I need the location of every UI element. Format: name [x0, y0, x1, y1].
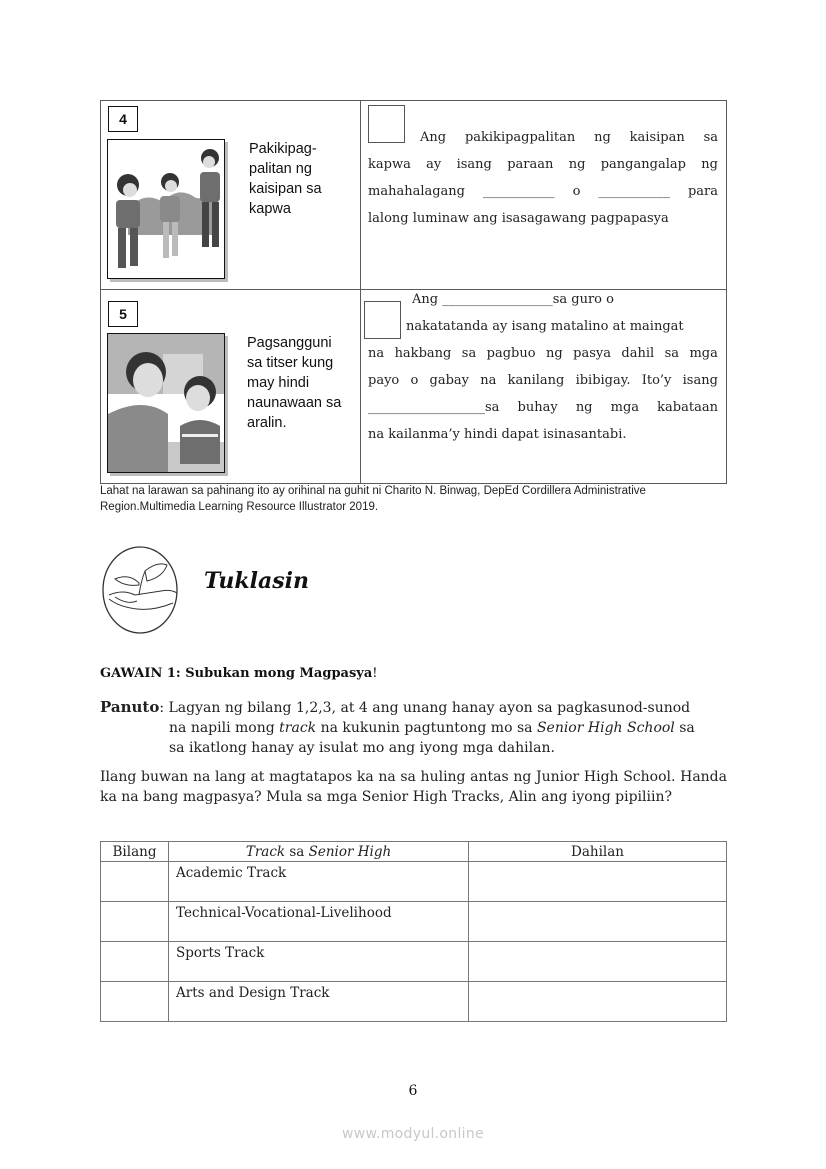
- statement-line: nakatatanda ay isang matalino at maingat: [406, 319, 684, 334]
- word: pangangalap: [600, 157, 686, 172]
- activity-table: [100, 100, 727, 484]
- dahilan-cell[interactable]: [469, 862, 727, 902]
- table-row: [101, 982, 727, 1022]
- fill-in-blank[interactable]: ___________: [598, 184, 670, 199]
- dahilan-cell[interactable]: [469, 982, 727, 1022]
- activity-image-cell: [101, 290, 361, 483]
- header-track: [169, 842, 469, 862]
- table-row: [101, 942, 727, 982]
- activity-row-4: [101, 101, 726, 290]
- statement-text: [368, 286, 718, 448]
- word: kaisipan: [629, 130, 685, 145]
- header-track-italic: Senior High: [308, 843, 392, 860]
- instructions-italic: Senior High School: [536, 720, 675, 736]
- word: kanilang: [507, 373, 565, 388]
- word: ng: [701, 157, 718, 172]
- statement-text: [368, 124, 718, 232]
- track-cell: Arts and Design Track: [169, 982, 469, 1022]
- instructions-text: na napili mong: [169, 720, 280, 736]
- header-dahilan: Dahilan: [469, 842, 727, 862]
- track-cell: Academic Track: [169, 862, 469, 902]
- hand-holding-seedling-icon: [101, 545, 179, 635]
- statement-line: [368, 367, 718, 394]
- activity-heading: [100, 666, 378, 681]
- word: sa: [461, 346, 477, 361]
- instructions-line: sa ikatlong hanay ay isulat mo ang iyong mga dahilan.: [169, 740, 555, 756]
- illustration-credit: [100, 483, 730, 515]
- credit-line: Lahat na larawan sa pahinang ito ay orihinal na guhit ni Charito N. Binwag, DepEd Cordillera Administrative: [100, 485, 646, 497]
- track-cell: Sports Track: [169, 942, 469, 982]
- bilang-cell[interactable]: [101, 942, 169, 982]
- word: Ang: [420, 130, 447, 145]
- caption-line: aralin.: [247, 415, 287, 431]
- caption-line: palitan ng: [249, 161, 312, 177]
- word: sa: [664, 346, 680, 361]
- word: buhay: [517, 400, 558, 415]
- word: para: [687, 184, 718, 199]
- track-cell: Technical-Vocational-Livelihood: [169, 902, 469, 942]
- fill-in-blank[interactable]: ___________: [483, 184, 555, 199]
- word: isang: [682, 373, 718, 388]
- fill-in-blank[interactable]: __________________sa: [368, 400, 500, 415]
- illustration-image: [108, 140, 224, 278]
- statement-line: [368, 394, 718, 421]
- word: pagbuo: [486, 346, 536, 361]
- image-caption: [247, 333, 355, 433]
- statement-line: [368, 178, 718, 205]
- watermark: www.modyul.online: [342, 1126, 484, 1142]
- word: isang: [456, 157, 492, 172]
- table-row: [101, 902, 727, 942]
- caption-line: naunawaan sa: [247, 395, 342, 411]
- instructions-text: : Lagyan ng bilang 1,2,3, at 4 ang unang hanay ayon sa pagkasunod-sunod: [159, 700, 691, 716]
- instructions-line: [100, 718, 727, 738]
- word: ng: [575, 400, 593, 415]
- word: o: [572, 184, 581, 199]
- intro-paragraph: Ilang buwan na lang at magtatapos ka na sa huling antas ng Junior High School. Handa ka na bang magpasya? Mula sa mga Senior High Tracks, Alin ang iyong pipiliin?: [100, 769, 727, 805]
- word: sa: [703, 130, 718, 145]
- caption-line: may hindi: [247, 375, 310, 391]
- dahilan-cell[interactable]: [469, 902, 727, 942]
- word: mga: [610, 400, 640, 415]
- activity-heading-label: GAWAIN 1: Subukan mong Magpasya: [100, 666, 373, 681]
- word: ng: [568, 157, 586, 172]
- statement-line: lalong luminaw ang isasagawang pagpapasya: [368, 211, 669, 226]
- activity-row-5: [101, 290, 726, 483]
- bilang-cell[interactable]: [101, 982, 169, 1022]
- word: paraan: [507, 157, 554, 172]
- word: dahil: [621, 346, 655, 361]
- word: kapwa: [368, 157, 411, 172]
- bilang-cell[interactable]: [101, 862, 169, 902]
- word: gabay: [429, 373, 470, 388]
- word: mga: [689, 346, 718, 361]
- item-number: 4: [108, 106, 138, 132]
- statement-line: na kailanma’y hindi dapat isinasantabi.: [368, 427, 627, 442]
- illustration-teacher-student: [107, 333, 225, 473]
- caption-line: kapwa: [249, 201, 291, 217]
- word: payo: [368, 373, 400, 388]
- header-track-text: sa: [285, 843, 309, 860]
- word: na: [480, 373, 497, 388]
- dahilan-cell[interactable]: [469, 942, 727, 982]
- image-caption: [249, 139, 357, 219]
- page-number: 6: [408, 1083, 418, 1099]
- table-row: [101, 862, 727, 902]
- caption-line: Pakikipag-: [249, 141, 317, 157]
- table-header-row: [101, 842, 727, 862]
- header-bilang: Bilang: [101, 842, 169, 862]
- activity-image-cell: [101, 101, 361, 289]
- header-track-italic: Track: [245, 843, 286, 860]
- word: na: [368, 346, 385, 361]
- instructions: [100, 697, 727, 758]
- word: pasya: [573, 346, 611, 361]
- activity-statement-cell: [361, 290, 726, 483]
- instructions-label: Panuto: [100, 698, 160, 716]
- activity-statement-cell: [361, 101, 726, 289]
- instructions-italic: track: [279, 720, 317, 736]
- word: mahahalagang: [368, 184, 465, 199]
- word: kabataan: [657, 400, 718, 415]
- word: hakbang: [394, 346, 452, 361]
- instructions-line: [100, 697, 727, 718]
- activity-heading-exclamation: !: [372, 666, 378, 681]
- section-title: Tuklasin: [204, 568, 309, 594]
- statement-line: [368, 340, 718, 367]
- item-number: 5: [108, 301, 138, 327]
- word: o: [410, 373, 419, 388]
- illustration-three-boys: [107, 139, 225, 279]
- statement-line: [368, 124, 718, 151]
- word: ng: [594, 130, 611, 145]
- word: pakikipagpalitan: [464, 130, 576, 145]
- word: ng: [546, 346, 563, 361]
- tracks-table: [100, 841, 727, 1022]
- word: ibibigay.: [575, 373, 631, 388]
- caption-line: sa titser kung: [247, 355, 334, 371]
- statement-line: Ang _________________sa guro o: [412, 292, 614, 307]
- caption-line: Pagsangguni: [247, 335, 332, 351]
- illustration-image: [108, 334, 224, 472]
- credit-line: Region.Multimedia Learning Resource Illustrator 2019.: [100, 501, 379, 513]
- statement-line: [368, 151, 718, 178]
- bilang-cell[interactable]: [101, 902, 169, 942]
- word: ay: [426, 157, 442, 172]
- word: Ito’y: [641, 373, 672, 388]
- instructions-text: sa: [674, 720, 695, 736]
- instructions-text: na kukunin pagtuntong mo sa: [316, 720, 537, 736]
- caption-line: kaisipan sa: [249, 181, 322, 197]
